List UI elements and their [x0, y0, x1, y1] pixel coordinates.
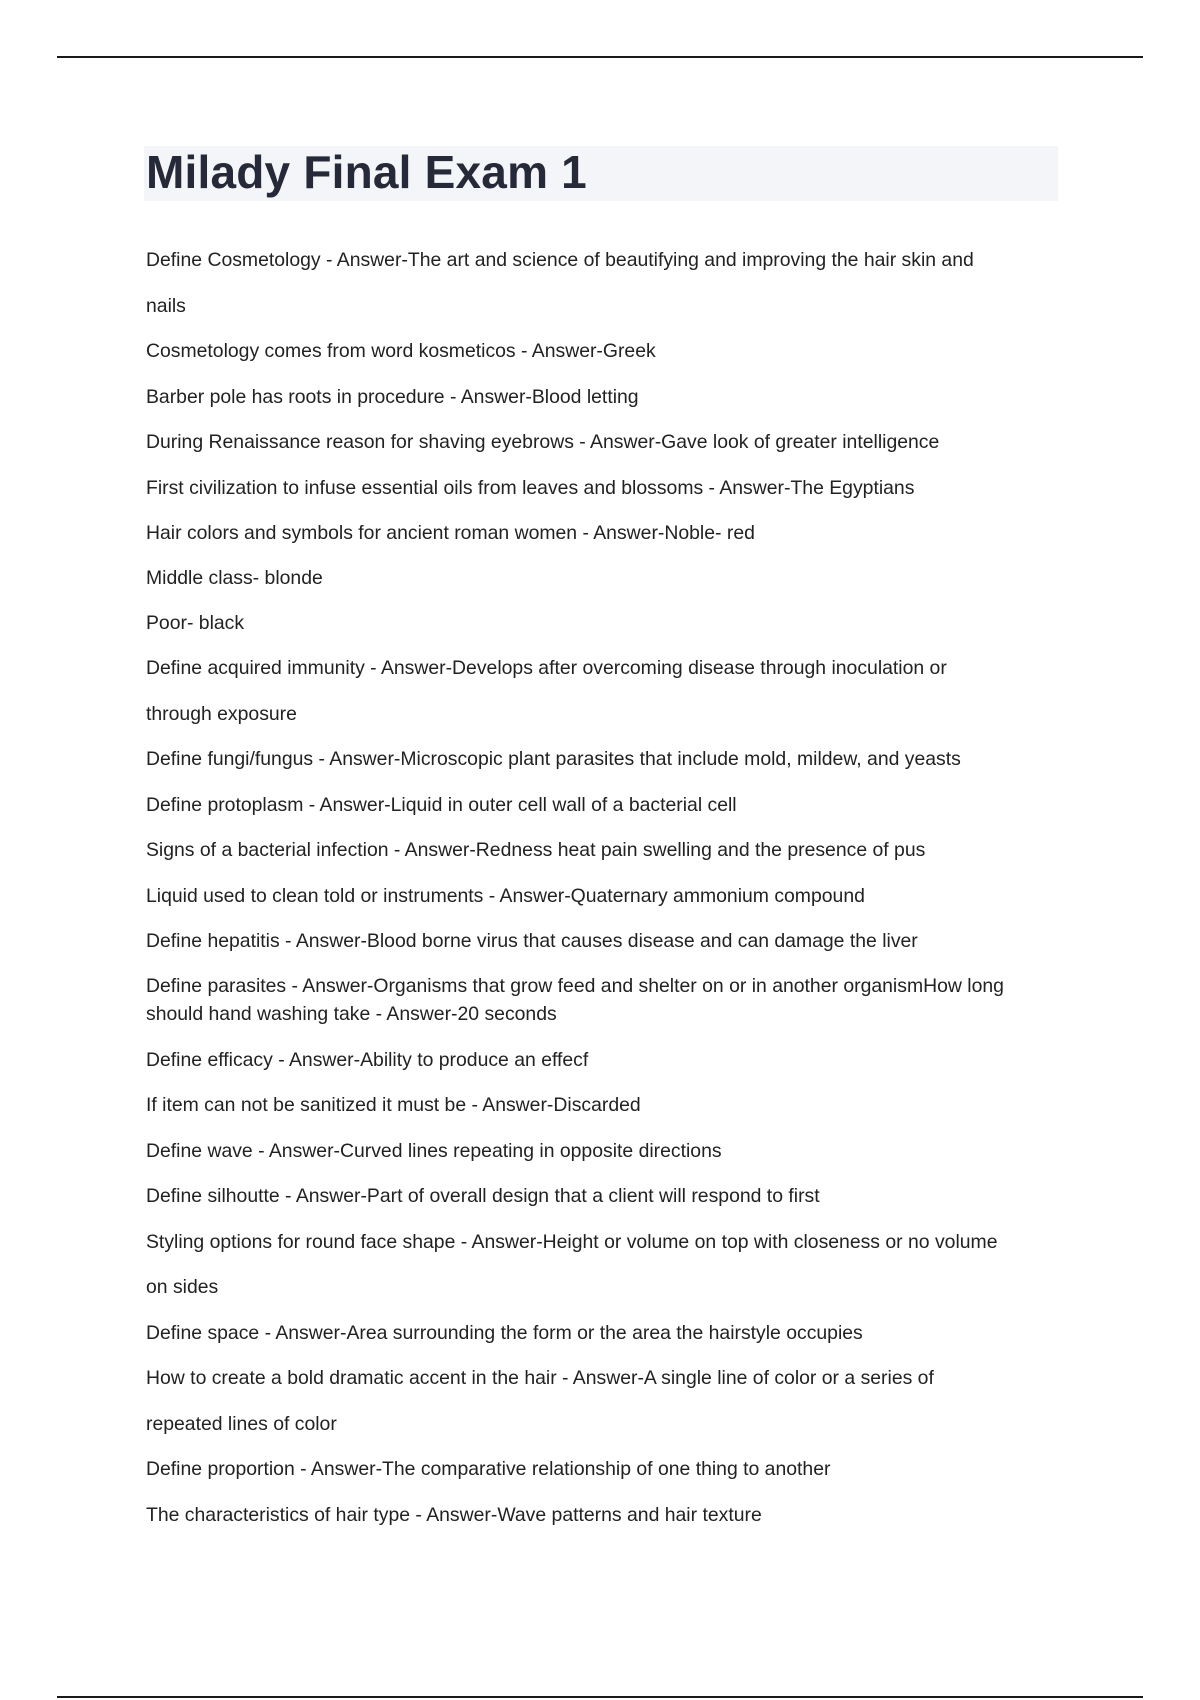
qa-line: Define efficacy - Answer-Ability to produce an effecf: [146, 1049, 589, 1071]
qa-line: The characteristics of hair type - Answer-Wave patterns and hair texture: [146, 1504, 762, 1526]
qa-line: Define proportion - Answer-The comparative relationship of one thing to another: [146, 1458, 831, 1480]
qa-line: Poor- black: [146, 612, 245, 634]
qa-line: Cosmetology comes from word kosmeticos - Answer-Greek: [146, 340, 656, 362]
qa-line: through exposure: [146, 703, 297, 725]
qa-line: Define protoplasm - Answer-Liquid in outer cell wall of a bacterial cell: [146, 794, 737, 816]
top-rule: [57, 56, 1143, 58]
qa-line: should hand washing take - Answer-20 seconds: [146, 1003, 557, 1025]
qa-line: Define hepatitis - Answer-Blood borne virus that causes disease and can damage the liver: [146, 930, 918, 952]
qa-line: Signs of a bacterial infection - Answer-Redness heat pain swelling and the presence of pus: [146, 839, 926, 861]
qa-line: During Renaissance reason for shaving eyebrows - Answer-Gave look of greater intelligence: [146, 431, 940, 453]
bottom-rule: [57, 1696, 1143, 1698]
qa-line: Middle class- blonde: [146, 567, 323, 589]
qa-line: repeated lines of color: [146, 1413, 337, 1435]
qa-line: Define parasites - Answer-Organisms that grow feed and shelter on or in another organismHow long: [146, 975, 1004, 997]
qa-line: Liquid used to clean told or instruments - Answer-Quaternary ammonium compound: [146, 885, 865, 907]
document-title: Milady Final Exam 1: [146, 146, 587, 198]
qa-line: Barber pole has roots in procedure - Answer-Blood letting: [146, 386, 639, 408]
qa-line: on sides: [146, 1276, 219, 1298]
qa-line: If item can not be sanitized it must be - Answer-Discarded: [146, 1094, 641, 1116]
qa-line: First civilization to infuse essential oils from leaves and blossoms - Answer-The Egyptians: [146, 477, 915, 499]
qa-line: Define fungi/fungus - Answer-Microscopic plant parasites that include mold, mildew, and yeasts: [146, 748, 961, 770]
qa-line: How to create a bold dramatic accent in the hair - Answer-A single line of color or a series of: [146, 1367, 934, 1389]
qa-line: Define acquired immunity - Answer-Develops after overcoming disease through inoculation or: [146, 657, 947, 679]
qa-line: Define Cosmetology - Answer-The art and science of beautifying and improving the hair skin and: [146, 249, 974, 271]
qa-line: nails: [146, 295, 186, 317]
qa-line: Hair colors and symbols for ancient roman women - Answer-Noble- red: [146, 522, 755, 544]
qa-line: Define space - Answer-Area surrounding the form or the area the hairstyle occupies: [146, 1322, 863, 1344]
qa-line: Define wave - Answer-Curved lines repeating in opposite directions: [146, 1140, 722, 1162]
qa-line: Define silhoutte - Answer-Part of overall design that a client will respond to first: [146, 1185, 820, 1207]
qa-line: Styling options for round face shape - Answer-Height or volume on top with closeness or no volume: [146, 1231, 998, 1253]
